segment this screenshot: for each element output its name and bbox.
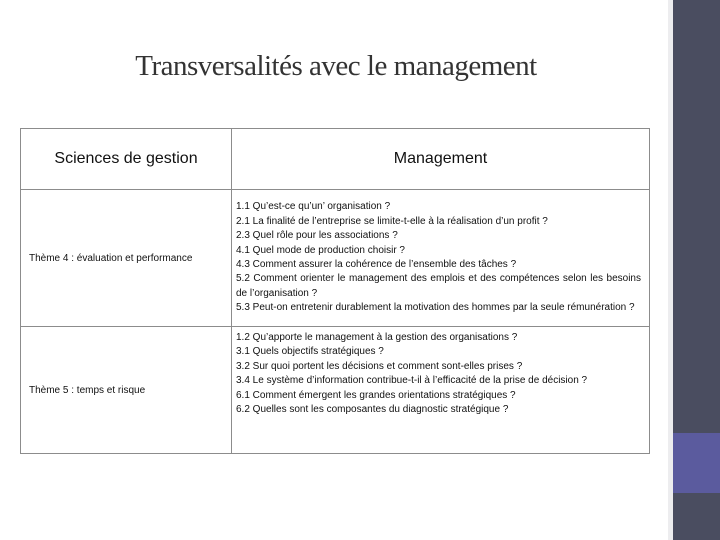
list-item: 2.1 La finalité de l’entreprise se limite-t-elle à la réalisation d’un profit ? <box>236 215 548 227</box>
list-item: 1.1 Qu’est-ce qu’un’ organisation ? <box>236 201 391 213</box>
list-item: 5.2 Comment orienter le management des emplois et des compétences selon les besoins de l’organisation ? <box>236 273 641 299</box>
table-row <box>21 190 650 327</box>
list-item: 6.1 Comment émergent les grandes orientations stratégiques ? <box>236 389 516 401</box>
list-item: 5.3 Peut-on entretenir durablement la motivation des hommes par la seule rémunération ? <box>236 302 635 314</box>
theme-cell: Thème 5 : temps et risque <box>21 327 232 454</box>
list-item: 1.2 Qu’apporte le management à la gestion des organisations ? <box>236 332 518 343</box>
side-accent-block <box>673 433 720 493</box>
table-row <box>21 327 650 454</box>
list-item: 4.1 Quel mode de production choisir ? <box>236 244 405 256</box>
management-items-cell <box>232 190 650 327</box>
header-sciences-de-gestion: Sciences de gestion <box>21 129 232 190</box>
theme-cell: Thème 4 : évaluation et performance <box>21 190 232 327</box>
list-item: 3.1 Quels objectifs stratégiques ? <box>236 346 384 358</box>
list-item: 4.3 Comment assurer la cohérence de l’ensemble des tâches ? <box>236 259 517 270</box>
transversality-table <box>20 128 650 454</box>
list-item: 6.2 Quelles sont les composantes du diagnostic stratégique ? <box>236 404 509 416</box>
list-item: 3.2 Sur quoi portent les décisions et comment sont-elles prises ? <box>236 360 523 372</box>
table-header-row <box>21 129 650 190</box>
slide-title: Transversalités avec le management <box>135 50 537 82</box>
management-items-cell <box>232 327 650 454</box>
list-item: 2.3 Quel rôle pour les associations ? <box>236 230 398 242</box>
header-management: Management <box>232 129 650 190</box>
list-item: 3.4 Le système d’information contribue-t-il à l’efficacité de la prise de décision ? <box>236 375 588 387</box>
